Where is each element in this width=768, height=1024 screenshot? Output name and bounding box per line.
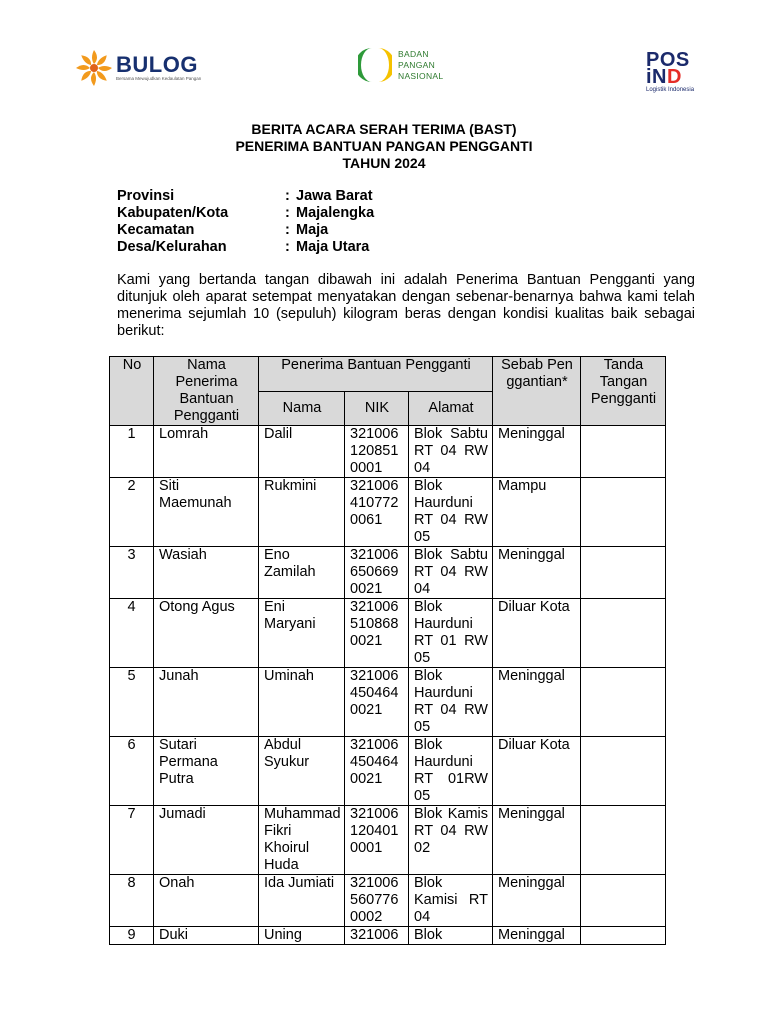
posind-word2 (646, 66, 694, 88)
bulog-sun-icon (74, 48, 114, 88)
cell-sebab: Meninggal (493, 875, 581, 927)
table-row (110, 668, 666, 737)
cell-nik: 3210066506690021 (345, 547, 409, 599)
table-row (110, 547, 666, 599)
title-line-2: PENERIMA BANTUAN PANGAN PENGGANTI (235, 138, 533, 154)
cell-no: 2 (110, 478, 154, 547)
cell-no: 4 (110, 599, 154, 668)
posind-logo (646, 49, 695, 94)
cell-nik: 3210064504640021 (345, 737, 409, 806)
cell-penerima: Duki (154, 927, 259, 945)
cell-nik: 321006 (345, 927, 409, 945)
header-group: Penerima Bantuan Pengganti (259, 357, 493, 392)
info-colon: : (285, 239, 290, 255)
cell-no: 6 (110, 737, 154, 806)
info-value: Maja (296, 222, 329, 238)
info-row-desa (117, 239, 374, 256)
info-row-kecamatan (117, 222, 374, 239)
cell-penerima: Onah (154, 875, 259, 927)
title-line-1: BERITA ACARA SERAH TERIMA (BAST) (251, 121, 517, 137)
title-line-3: TAHUN 2024 (342, 155, 426, 171)
table-row (110, 599, 666, 668)
header-nama-penerima: Nama Penerima Bantuan Pengganti (154, 357, 259, 426)
cell-nama: Rukmini (259, 478, 345, 547)
cell-alamat: Blok Haurduni RT 01RW 05 (409, 737, 493, 806)
cell-penerima: Junah (154, 668, 259, 737)
table-row (110, 806, 666, 875)
cell-sebab: Meninggal (493, 426, 581, 478)
cell-no: 1 (110, 426, 154, 478)
info-label: Kabupaten/Kota (117, 205, 229, 221)
cell-nama: Dalil (259, 426, 345, 478)
cell-ttd (581, 668, 666, 737)
info-value: Maja Utara (296, 239, 370, 255)
info-colon: : (285, 188, 290, 204)
cell-nama: Muhammad Fikri Khoirul Huda (259, 806, 345, 875)
cell-alamat: Blok Haurduni RT 04 RW 05 (409, 668, 493, 737)
bpn-logo (358, 46, 443, 84)
cell-ttd (581, 806, 666, 875)
cell-alamat: Blok Haurduni RT 04 RW 05 (409, 478, 493, 547)
cell-alamat: Blok Kamis RT 04 RW 02 (409, 806, 493, 875)
cell-nik: 3210061208510001 (345, 426, 409, 478)
table-row (110, 426, 666, 478)
info-label: Desa/Kelurahan (117, 239, 227, 255)
cell-penerima: Jumadi (154, 806, 259, 875)
cell-penerima: Siti Maemunah (154, 478, 259, 547)
posind-word2a: iN (646, 66, 667, 88)
cell-no: 5 (110, 668, 154, 737)
cell-sebab: Meninggal (493, 806, 581, 875)
cell-nama: Ida Jumiati (259, 875, 345, 927)
cell-nama: Eno Zamilah (259, 547, 345, 599)
cell-nama: Uminah (259, 668, 345, 737)
cell-sebab: Diluar Kota (493, 599, 581, 668)
bpn-line3: NASIONAL (398, 70, 444, 81)
cell-sebab: Mampu (493, 478, 581, 547)
cell-nama: Eni Maryani (259, 599, 345, 668)
table-row (110, 478, 666, 547)
header-nik: NIK (345, 391, 409, 426)
table-row (110, 927, 666, 945)
posind-sub: Logistik Indonesia (646, 87, 695, 93)
cell-ttd (581, 875, 666, 927)
cell-penerima: Otong Agus (154, 599, 259, 668)
cell-sebab: Meninggal (493, 927, 581, 945)
table-row (110, 875, 666, 927)
bulog-logo (74, 48, 201, 88)
cell-no: 3 (110, 547, 154, 599)
cell-no: 7 (110, 806, 154, 875)
document-title (0, 121, 768, 172)
location-info (117, 188, 374, 256)
cell-ttd (581, 927, 666, 945)
cell-penerima: Sutari Permana Putra (154, 737, 259, 806)
cell-sebab: Meninggal (493, 547, 581, 599)
info-label: Kecamatan (117, 222, 195, 238)
info-colon: : (285, 205, 290, 221)
cell-alamat: Blok Sabtu RT 04 RW 04 (409, 426, 493, 478)
info-colon: : (285, 222, 290, 238)
bulog-wordmark: BULOG (116, 52, 198, 77)
info-value: Majalengka (296, 205, 375, 221)
cell-nik: 3210064504640021 (345, 668, 409, 737)
posind-word2b: D (667, 66, 682, 88)
cell-ttd (581, 478, 666, 547)
bulog-tagline: Bersama Mewujudkan Kedaulatan Pangan (116, 76, 202, 81)
info-row-provinsi (117, 188, 374, 205)
info-label: Provinsi (117, 188, 175, 204)
cell-nik: 3210064107720061 (345, 478, 409, 547)
cell-nik: 3210065607760002 (345, 875, 409, 927)
cell-no: 9 (110, 927, 154, 945)
header-sebab: Sebab Penggantian* (493, 357, 581, 426)
cell-ttd (581, 547, 666, 599)
cell-alamat: Blok (409, 927, 493, 945)
cell-ttd (581, 426, 666, 478)
statement-paragraph: Kami yang bertanda tangan dibawah ini adalah Penerima Bantuan Pengganti yang ditunjuk oleh aparat setempat menyatakan dengan sebenar-benarnya bahwa kami telah menerima sejumlah 10 (sepuluh) kilogram beras dengan kondisi kualitas baik sebagai berikut: (117, 272, 695, 339)
header-alamat: Alamat (409, 391, 493, 426)
cell-nama: Uning (259, 927, 345, 945)
header-tanda: Tanda Tangan Pengganti (581, 357, 666, 426)
cell-ttd (581, 737, 666, 806)
cell-penerima: Wasiah (154, 547, 259, 599)
cell-penerima: Lomrah (154, 426, 259, 478)
posind-word1: POS (646, 49, 690, 71)
bpn-line1: BADAN (398, 48, 429, 59)
cell-alamat: Blok Haurduni RT 01 RW 05 (409, 599, 493, 668)
table-header-row (110, 357, 666, 392)
header-nama: Nama (259, 391, 345, 426)
cell-no: 8 (110, 875, 154, 927)
cell-ttd (581, 599, 666, 668)
cell-sebab: Meninggal (493, 668, 581, 737)
cell-nik: 3210061204010001 (345, 806, 409, 875)
logo-header (0, 40, 768, 110)
header-no: No (110, 357, 154, 426)
bpn-emblem-icon (358, 46, 392, 84)
cell-sebab: Diluar Kota (493, 737, 581, 806)
recipient-table (109, 356, 666, 945)
table-row (110, 737, 666, 806)
cell-alamat: Blok Sabtu RT 04 RW 04 (409, 547, 493, 599)
cell-nama: Abdul Syukur (259, 737, 345, 806)
info-value: Jawa Barat (296, 188, 373, 204)
bpn-line2: PANGAN (398, 59, 436, 70)
info-row-kabupaten (117, 205, 374, 222)
cell-alamat: Blok Kamisi RT 04 (409, 875, 493, 927)
cell-nik: 3210065108680021 (345, 599, 409, 668)
